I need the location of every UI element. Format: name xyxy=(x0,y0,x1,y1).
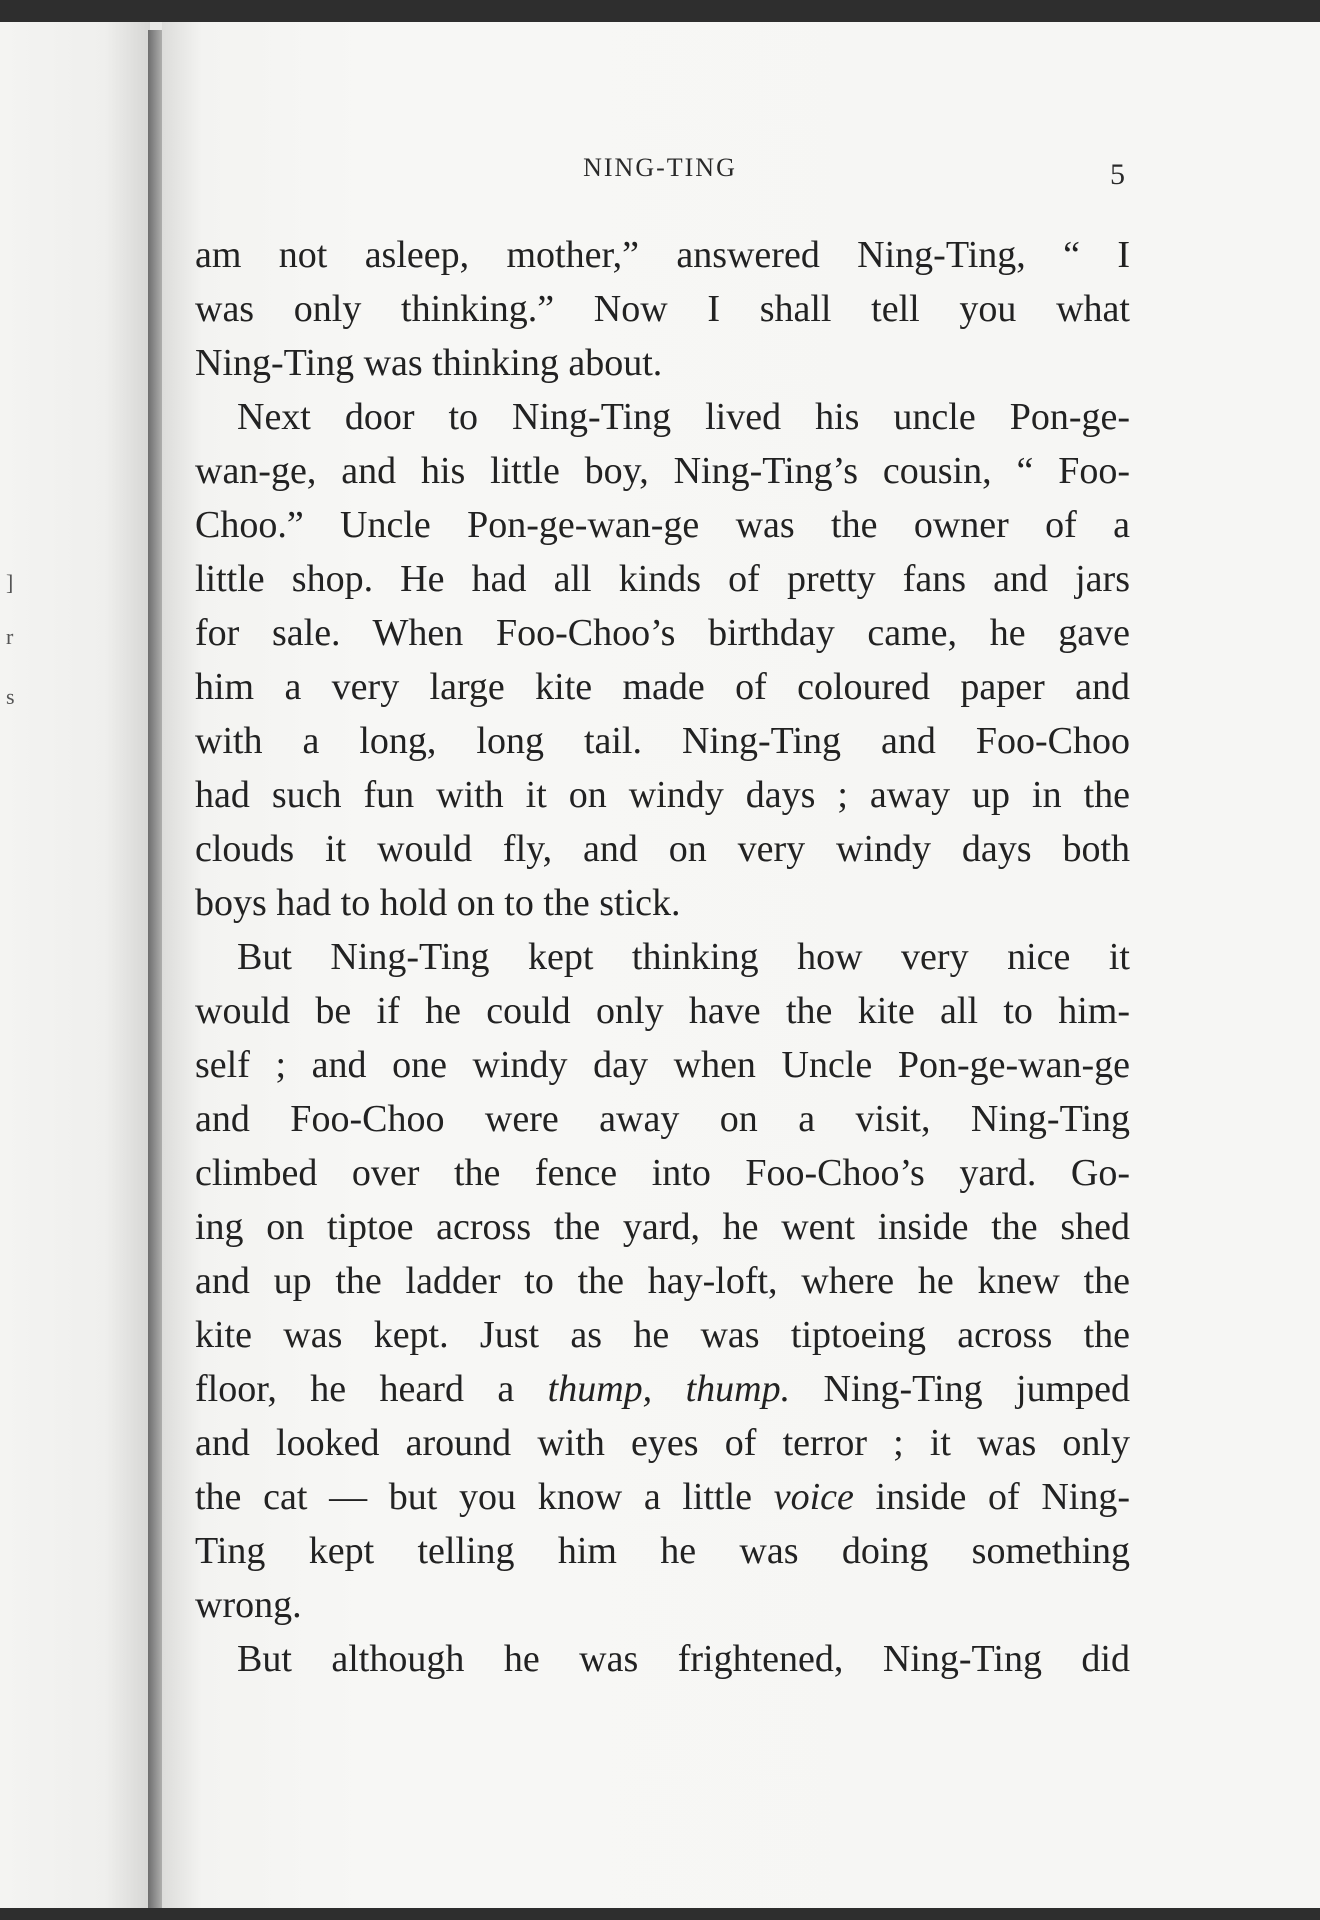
text-line: self ; and one windy day when Uncle Pon-ge-wan-ge xyxy=(195,1044,1130,1086)
text-line: clouds it would fly, and on very windy days both xyxy=(195,828,1130,870)
italic-text: voice xyxy=(773,1476,854,1518)
text-line: Next door to Ning-Ting lived his uncle Pon-ge- xyxy=(237,396,1130,438)
text-line: boys had to hold on to the stick. xyxy=(195,882,681,924)
body-text xyxy=(195,228,1130,1686)
text-line: kite was kept. Just as he was tiptoeing across the xyxy=(195,1314,1130,1356)
text-line: would be if he could only have the kite all to him- xyxy=(195,990,1130,1032)
text-segment: inside of Ning- xyxy=(853,1476,1131,1518)
page-number: 5 xyxy=(1110,158,1125,191)
text-line: and Foo-Choo were away on a visit, Ning-Ting xyxy=(195,1098,1130,1140)
scan-bottom-border xyxy=(0,1908,1320,1920)
facing-page-mark: r xyxy=(6,624,14,649)
text-line: with a long, long tail. Ning-Ting and Foo-Choo xyxy=(195,720,1130,762)
text-line xyxy=(195,1470,1130,1524)
text-segment: the cat — but you know a little xyxy=(195,1476,774,1518)
text-line: But Ning-Ting kept thinking how very nice it xyxy=(237,936,1130,978)
italic-text: thump, thump. xyxy=(547,1368,791,1410)
text-line: and looked around with eyes of terror ; it was only xyxy=(195,1422,1130,1464)
text-segment: Ning-Ting jumped xyxy=(790,1368,1130,1410)
scan-top-border xyxy=(0,0,1320,22)
text-line: climbed over the fence into Foo-Choo’s yard. Go- xyxy=(195,1152,1130,1194)
text-line xyxy=(195,1362,1130,1416)
text-line: little shop. He had all kinds of pretty fans and jars xyxy=(195,558,1130,600)
text-line: Ting kept telling him he was doing something xyxy=(195,1530,1130,1572)
text-line: wrong. xyxy=(195,1584,302,1626)
text-line: Ning-Ting was thinking about. xyxy=(195,342,663,384)
text-line: had such fun with it on windy days ; away up in the xyxy=(195,774,1130,816)
text-line: ing on tiptoe across the yard, he went inside the shed xyxy=(195,1206,1130,1248)
text-line: Choo.” Uncle Pon-ge-wan-ge was the owner of a xyxy=(195,504,1130,546)
facing-page-edge xyxy=(0,22,150,1912)
text-segment: floor, he heard a xyxy=(195,1368,548,1410)
text-line: and up the ladder to the hay-loft, where he knew the xyxy=(195,1260,1130,1302)
facing-page-mark: ] xyxy=(6,570,14,595)
running-head: NING-TING xyxy=(583,153,737,182)
facing-page-mark: s xyxy=(6,684,15,709)
text-line: am not asleep, mother,” answered Ning-Ting, “ I xyxy=(195,234,1130,276)
text-line: for sale. When Foo-Choo’s birthday came, he gave xyxy=(195,612,1130,654)
text-line: was only thinking.” Now I shall tell you what xyxy=(195,288,1130,330)
text-line: wan-ge, and his little boy, Ning-Ting’s cousin, “ Foo- xyxy=(195,450,1130,492)
text-line: him a very large kite made of coloured paper and xyxy=(195,666,1130,708)
text-line: But although he was frightened, Ning-Ting did xyxy=(237,1638,1130,1680)
